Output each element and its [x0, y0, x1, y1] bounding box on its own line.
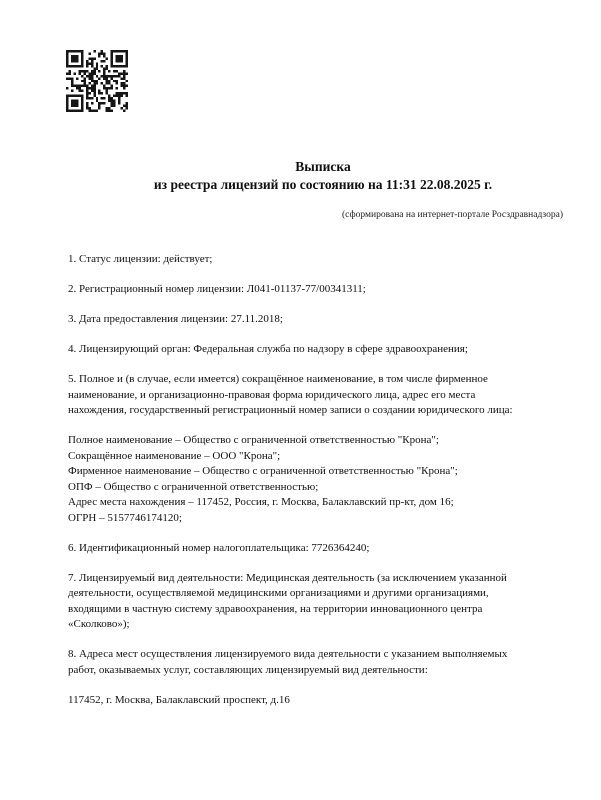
- paragraph-line: Полное наименование – Общество с ограниченной ответственностью "Крона";: [68, 434, 439, 446]
- title-line-1: Выписка: [295, 159, 351, 174]
- paragraph-line: 3. Дата предоставления лицензии: 27.11.2018;: [68, 313, 283, 325]
- paragraph: [68, 647, 578, 678]
- paragraph-line: работ, оказываемых услуг, составляющих лицензируемый вид деятельности:: [68, 663, 428, 676]
- document-body: [68, 252, 578, 708]
- paragraph: [68, 312, 578, 328]
- paragraph-line: нахождения, государственный регистрационный номер записи о создании юридического лица:: [68, 404, 513, 416]
- paragraph-line: деятельности, осуществляемой медицинскими организациями и другими организациями,: [68, 587, 489, 599]
- paragraph-line: Адрес места нахождения – 117452, Россия, г. Москва, Балаклавский пр-кт, дом 16;: [68, 496, 454, 508]
- document-title: [68, 0, 578, 194]
- paragraph: [68, 693, 578, 709]
- paragraph: [68, 571, 578, 633]
- paragraph: [68, 252, 578, 268]
- paragraph: [68, 342, 578, 358]
- paragraph-line: 117452, г. Москва, Балаклавский проспект, д.16: [68, 693, 290, 706]
- paragraph-line: 2. Регистрационный номер лицензии: Л041-01137-77/00341311;: [68, 283, 366, 295]
- paragraph-line: ОПФ – Общество с ограниченной ответственностью;: [68, 480, 319, 493]
- paragraph-line: ОГРН – 5157746174120;: [68, 511, 182, 524]
- qr-code-icon: [66, 50, 128, 112]
- paragraph: [68, 372, 578, 419]
- paragraph-line: 1. Статус лицензии: действует;: [68, 253, 213, 265]
- paragraph-line: 7. Лицензируемый вид деятельности: Медицинская деятельность (за исключением указанной: [68, 571, 507, 584]
- paragraph: [68, 433, 578, 526]
- paragraph-line: Фирменное наименование – Общество с ограниченной ответственностью "Крона";: [68, 465, 458, 477]
- paragraph: [68, 541, 578, 557]
- paragraph: [68, 282, 578, 298]
- paragraph-line: 6. Идентификационный номер налогоплательщика: 7726364240;: [68, 541, 370, 554]
- paragraph-line: наименование, и организационно-правовая форма юридического лица, адрес его места: [68, 388, 476, 401]
- paragraph-line: 5. Полное и (в случае, если имеется) сокращённое наименование, в том числе фирменное: [68, 373, 488, 385]
- paragraph-line: «Сколково»);: [68, 618, 130, 630]
- title-line-2: из реестра лицензий по состоянию на 11:31 22.08.2025 г.: [153, 177, 493, 192]
- document-subtitle: (сформирована на интернет-портале Росздравнадзора): [342, 210, 563, 220]
- paragraph-line: Сокращённое наименование – ООО "Крона";: [68, 449, 281, 462]
- qr-code-image: [66, 50, 128, 112]
- paragraph-line: 4. Лицензирующий орган: Федеральная служба по надзору в сфере здравоохранения;: [68, 343, 468, 355]
- paragraph-line: 8. Адреса мест осуществления лицензируемого вида деятельности с указанием выполняемых: [68, 648, 508, 660]
- paragraph-line: входящими в частную систему здравоохранения, на территории инновационного центра: [68, 602, 483, 615]
